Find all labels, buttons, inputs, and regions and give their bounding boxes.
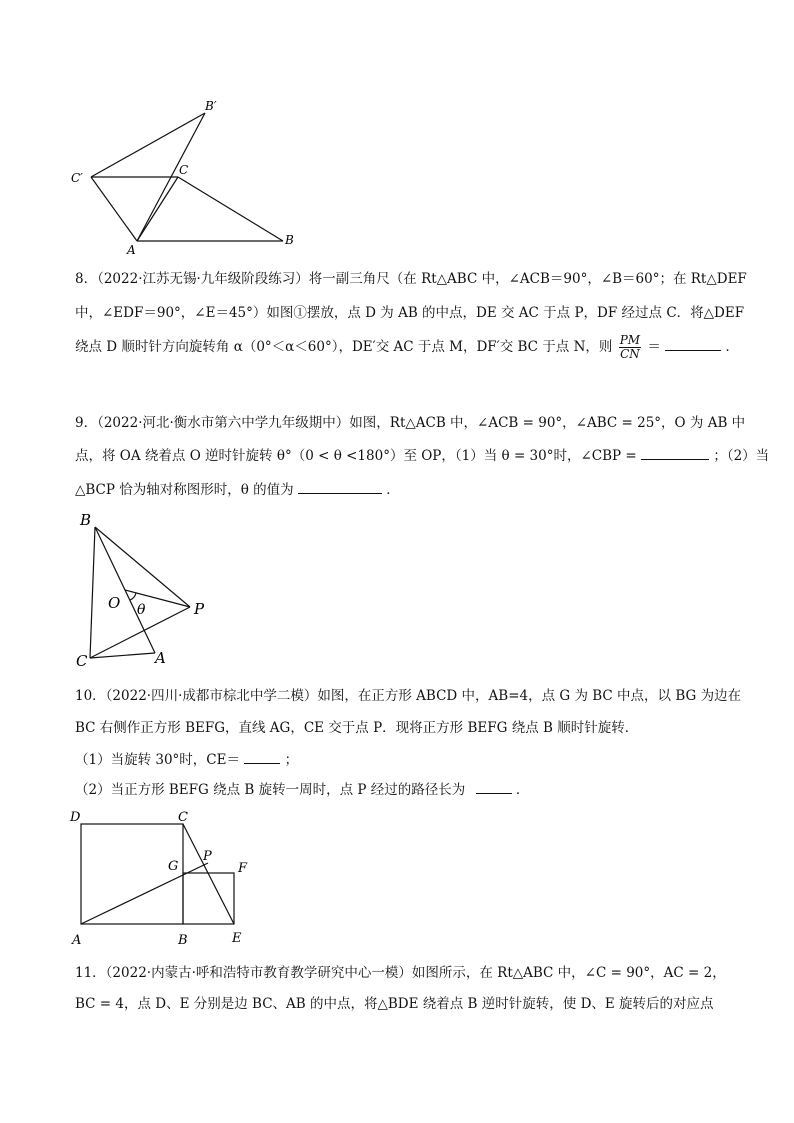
label-d: D [70,810,81,825]
q9-line-2 [75,446,769,466]
label-a: A [127,243,136,255]
q8-equals: ＝ [647,339,661,355]
q10-line-4 [75,780,529,800]
q10-line-4-text: （2）当正方形 BEFG 绕点 B 旋转一周时，点 P 经过的路径长为 [75,782,466,798]
q10-line-1: 10．（2022·四川·成都市棕北中学二模）如图，在正方形 ABCD 中，AB=4，点 G 为 BC 中点，以 BG 为边在 [75,688,742,704]
q9-line-2-tail: ；（2）当 [713,448,770,464]
q9-line-3 [75,480,400,500]
label-b: B [285,233,294,247]
label-a: A [155,649,166,667]
label-p: P [194,600,205,618]
q10-answer-blank-2[interactable] [476,780,512,794]
q8-fraction-numerator: PM [619,333,641,347]
q8-line-1: 8．（2022·江苏无锡·九年级阶段练习）将一副三角尺（在 Rt△ABC 中，∠ACB＝90°，∠B＝60°；在 Rt△DEF [75,271,747,287]
label-c: C [179,163,189,177]
q10-line-3-text: （1）当旋转 30°时，CE＝ [75,752,240,768]
q8-fraction [619,334,641,361]
q10-answer-blank-1[interactable] [244,750,280,764]
q9-line-2-text: 点，将 OA 绕着点 O 逆时针旋转 θ°（0 < θ <180°）至 OP，（1）当 θ = 30°时，∠CBP = [75,448,637,464]
q8-line-3-text: 绕点 D 顺时针方向旋转角 α（0°＜α＜60°），DE′交 AC 于点 M，DF′交 BC 于点 N，则 [75,339,613,355]
label-b: B [80,511,92,529]
q10-line-3 [75,750,298,770]
q9-answer-blank-2[interactable] [298,480,382,494]
label-theta: θ [137,602,146,618]
label-f: F [238,861,248,876]
q8-answer-blank[interactable] [665,337,721,351]
q9-period: ． [386,482,400,498]
q10-line-3-end: ； [284,752,299,768]
label-o: O [108,594,121,612]
q9-answer-blank-1[interactable] [641,446,709,460]
q8-line-2: 中，∠EDF＝90°，∠E＝45°）如图①摆放，点 D 为 AB 的中点，DE 交 AC 于点 P，DF 经过点 C．将△DEF [75,305,745,321]
label-g: G [168,859,179,874]
q9-line-1: 9．（2022·河北·衡水市第六中学九年级期中）如图，Rt△ACB 中，∠ACB = 90°，∠ABC = 25°，O 为 AB 中 [75,415,746,431]
q9-line-3-text: △BCP 恰为轴对称图形时，θ 的值为 [75,482,294,498]
q10-line-4-end: ． [515,782,530,798]
label-e: E [232,931,242,946]
label-b: B [178,933,188,948]
label-c: C [76,652,88,670]
q8-period: ． [725,339,739,355]
figure-q9 [70,510,220,670]
q11-line-2: BC = 4，点 D、E 分别是边 BC、AB 的中点，将△BDE 绕着点 B 逆时针旋转，使 D、E 旋转后的对应点 [75,996,714,1012]
q11-line-1: 11．（2022·内蒙古·呼和浩特市教育教学研究中心一模）如图所示，在 Rt△ABC 中，∠C = 90°，AC = 2， [75,965,726,981]
label-p: P [203,849,212,864]
label-c-prime: C′ [71,171,83,185]
figure-q10 [68,806,258,952]
q8-line-3 [75,334,739,361]
q8-fraction-denominator: CN [620,347,640,361]
label-b-prime: B′ [205,99,217,113]
q10-line-2: BC 右侧作正方形 BEFG，直线 AG，CE 交于点 P．现将正方形 BEFG 绕点 B 顺时针旋转． [75,720,639,736]
label-a: A [72,933,82,948]
figure-q7 [65,95,305,255]
label-c: C [178,810,188,825]
